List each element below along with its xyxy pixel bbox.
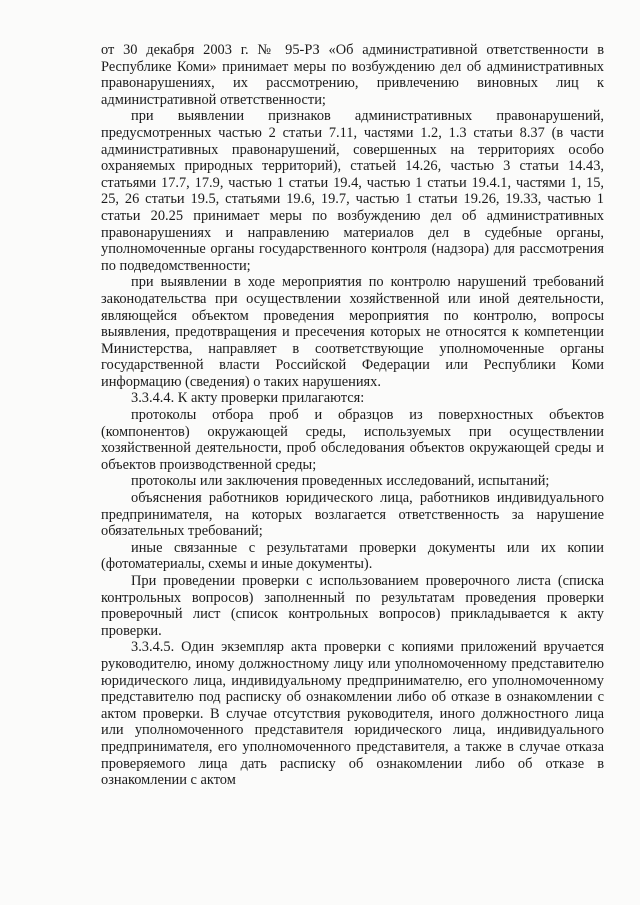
paragraph-checklist: При проведении проверки с использованием проверочного листа (списка контрольных вопросов) заполненный по результатам проведения проверки проверочный лист (список контрольных вопросов) прикладывается к акту проверки. — [101, 573, 604, 639]
paragraph-research-protocols: протоколы или заключения проведенных исследований, испытаний; — [131, 473, 550, 490]
paragraph-sampling-protocols: протоколы отбора проб и образцов из поверхностных объектов (компонентов) окружающей среды, используемых при осуществлении хозяйственной деятельности, проб обследования объектов окружающей среды и объектов производственной среды; — [101, 407, 604, 473]
paragraph-3-3-4-5: 3.3.4.5. Один экземпляр акта проверки с копиями приложений вручается руководителю, иному должностному лицу или уполномоченному представителю юридического лица, индивидуальному предпринимателю, его уполномоченному представителю под расписку об ознакомлении либо об отказе в ознакомлении с актом проверки. В случае отсутствия руководителя, иного должностного лица или уполномоченного представителя юридического лица, индивидуального предпринимателя, его уполномоченного представителя, а также в случае отказа проверяемого лица дать расписку об ознакомлении либо об отказе в ознакомлении с актом — [101, 639, 604, 789]
document-body — [101, 42, 604, 789]
paragraph-other-documents: иные связанные с результатами проверки документы или их копии (фотоматериалы, схемы и иные документы). — [101, 539, 604, 573]
paragraph-continuation: от 30 декабря 2003 г. № 95-РЗ «Об административной ответственности в Республике Коми» принимает меры по возбуждению дел об административных правонарушениях, их рассмотрению, привлечению виновных лиц к административной ответственности; — [101, 42, 604, 108]
paragraph-other-authorities: при выявлении в ходе мероприятия по контролю нарушений требований законодательства при осуществлении хозяйственной или иной деятельности, являющейся объектом проведения мероприятия по контролю, вопросы выявления, предотвращения и пресечения которых не относятся к компетенции Министерства, направляет в соответствующие уполномоченные органы государственной власти Российской Федерации или Республики Коми информацию (сведения) о таких нарушениях. — [101, 274, 604, 390]
paragraph-violations-articles: при выявлении признаков административных правонарушений, предусмотренных частью 2 статьи 7.11, частями 1.2, 1.3 статьи 8.37 (в части административных правонарушений, совершенных на территориях особо охраняемых природных территорий), статьей 14.26, частью 3 статьи 14.43, статьями 17.7, 17.9, частью 1 статьи 19.4, частью 1 статьи 19.4.1, частями 1, 15, 25, 26 статьи 19.5, статьями 19.6, 19.7, частью 1 статьи 19.26, 19.33, частью 1 статьи 20.25 принимает меры по возбуждению дел об административных правонарушениях и направлению материалов дел в судебные органы, уполномоченные органы государственного контроля (надзора) для рассмотрения по подведомственности; — [101, 108, 604, 274]
paragraph-explanations: объяснения работников юридического лица, работников индивидуального предпринимателя, на которых возлагается ответственность за нарушение обязательных требований; — [101, 490, 604, 540]
paragraph-3-3-4-4: 3.3.4.4. К акту проверки прилагаются: — [131, 390, 365, 407]
